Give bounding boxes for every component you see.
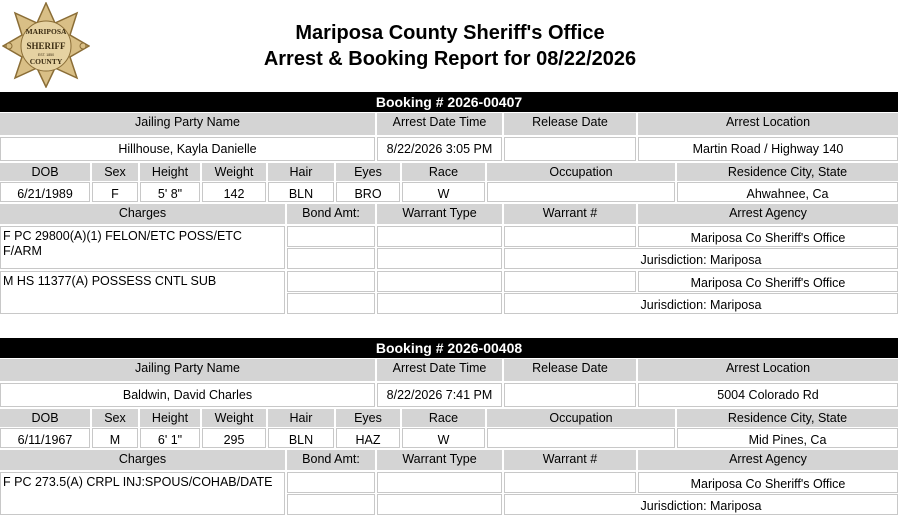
- warrant-number-value: [504, 226, 636, 247]
- warrant-number-value: [504, 271, 636, 292]
- charge-description: F PC 29800(A)(1) FELON/ETC POSS/ETC F/ARM: [0, 226, 285, 269]
- label-height: Height: [140, 409, 200, 427]
- booking-number-bar: Booking # 2026-00408: [0, 338, 898, 358]
- label-release-date: Release Date: [504, 113, 636, 135]
- label-warrant-type: Warrant Type: [377, 204, 502, 224]
- eyes-value: HAZ: [336, 428, 400, 448]
- charge-description: M HS 11377(A) POSSESS CNTL SUB: [0, 271, 285, 314]
- label-weight: Weight: [202, 409, 266, 427]
- sheriff-badge-logo: [2, 2, 90, 88]
- residence-value: Ahwahnee, Ca: [677, 182, 898, 202]
- label-arrest-location: Arrest Location: [638, 359, 898, 381]
- label-hair: Hair: [268, 163, 334, 181]
- label-bond-amt: Bond Amt:: [287, 204, 375, 224]
- label-jailing-party: Jailing Party Name: [0, 359, 375, 381]
- eyes-value: BRO: [336, 182, 400, 202]
- weight-value: 295: [202, 428, 266, 448]
- sex-value: F: [92, 182, 138, 202]
- release-date-value: [504, 383, 636, 407]
- label-warrant-number: Warrant #: [504, 204, 636, 224]
- bond-amount: [287, 472, 375, 493]
- dob-value: 6/11/1967: [0, 428, 90, 448]
- charge-blank-cell: [287, 494, 375, 515]
- charge-blank-cell: [377, 248, 502, 269]
- booking-number-bar: Booking # 2026-00407: [0, 92, 898, 112]
- warrant-type-value: [377, 226, 502, 247]
- charge-blank-cell: [287, 248, 375, 269]
- label-dob: DOB: [0, 409, 90, 427]
- jurisdiction-value: Jurisdiction: Mariposa: [504, 248, 898, 269]
- report-title: Arrest & Booking Report for 08/22/2026: [263, 48, 637, 70]
- label-arrest-agency: Arrest Agency: [638, 450, 898, 470]
- badge-text-mid: SHERIFF: [26, 41, 66, 51]
- hair-value: BLN: [268, 182, 334, 202]
- label-jailing-party: Jailing Party Name: [0, 113, 375, 135]
- label-occupation: Occupation: [487, 409, 675, 427]
- label-charges: Charges: [0, 450, 285, 470]
- race-value: W: [402, 428, 485, 448]
- label-arrest-datetime: Arrest Date Time: [377, 113, 502, 135]
- jailing-party-name: Hillhouse, Kayla Danielle: [0, 137, 375, 161]
- label-residence: Residence City, State: [677, 409, 898, 427]
- charge-blank-cell: [287, 293, 375, 314]
- occupation-value: [487, 428, 675, 448]
- label-race: Race: [402, 409, 485, 427]
- weight-value: 142: [202, 182, 266, 202]
- label-residence: Residence City, State: [677, 163, 898, 181]
- arrest-agency-value: Mariposa Co Sheriff's Office: [638, 226, 898, 247]
- label-eyes: Eyes: [336, 163, 400, 181]
- height-value: 6' 1": [140, 428, 200, 448]
- label-arrest-location: Arrest Location: [638, 113, 898, 135]
- jurisdiction-value: Jurisdiction: Mariposa: [504, 494, 898, 515]
- label-release-date: Release Date: [504, 359, 636, 381]
- height-value: 5' 8": [140, 182, 200, 202]
- jailing-party-name: Baldwin, David Charles: [0, 383, 375, 407]
- arrest-location-value: Martin Road / Highway 140: [638, 137, 898, 161]
- label-sex: Sex: [92, 163, 138, 181]
- bond-amount: [287, 226, 375, 247]
- arrest-agency-value: Mariposa Co Sheriff's Office: [638, 472, 898, 493]
- label-sex: Sex: [92, 409, 138, 427]
- label-warrant-type: Warrant Type: [377, 450, 502, 470]
- hair-value: BLN: [268, 428, 334, 448]
- label-weight: Weight: [202, 163, 266, 181]
- badge-text-bottom: COUNTY: [29, 57, 63, 66]
- arrest-datetime-value: 8/22/2026 7:41 PM: [377, 383, 502, 407]
- label-warrant-number: Warrant #: [504, 450, 636, 470]
- label-hair: Hair: [268, 409, 334, 427]
- charge-description: F PC 273.5(A) CRPL INJ:SPOUS/COHAB/DATE: [0, 472, 285, 515]
- warrant-type-value: [377, 472, 502, 493]
- office-title: Mariposa County Sheriff's Office: [295, 22, 605, 44]
- label-height: Height: [140, 163, 200, 181]
- label-arrest-datetime: Arrest Date Time: [377, 359, 502, 381]
- charge-blank-cell: [377, 494, 502, 515]
- arrest-agency-value: Mariposa Co Sheriff's Office: [638, 271, 898, 292]
- occupation-value: [487, 182, 675, 202]
- label-occupation: Occupation: [487, 163, 675, 181]
- residence-value: Mid Pines, Ca: [677, 428, 898, 448]
- label-bond-amt: Bond Amt:: [287, 450, 375, 470]
- release-date-value: [504, 137, 636, 161]
- label-arrest-agency: Arrest Agency: [638, 204, 898, 224]
- label-dob: DOB: [0, 163, 90, 181]
- charge-blank-cell: [377, 293, 502, 314]
- label-eyes: Eyes: [336, 409, 400, 427]
- label-charges: Charges: [0, 204, 285, 224]
- warrant-type-value: [377, 271, 502, 292]
- warrant-number-value: [504, 472, 636, 493]
- race-value: W: [402, 182, 485, 202]
- badge-text-small: EST. 1850: [37, 53, 55, 57]
- badge-text-top: MARIPOSA: [25, 27, 67, 36]
- bond-amount: [287, 271, 375, 292]
- sex-value: M: [92, 428, 138, 448]
- jurisdiction-value: Jurisdiction: Mariposa: [504, 293, 898, 314]
- label-race: Race: [402, 163, 485, 181]
- dob-value: 6/21/1989: [0, 182, 90, 202]
- arrest-location-value: 5004 Colorado Rd: [638, 383, 898, 407]
- arrest-datetime-value: 8/22/2026 3:05 PM: [377, 137, 502, 161]
